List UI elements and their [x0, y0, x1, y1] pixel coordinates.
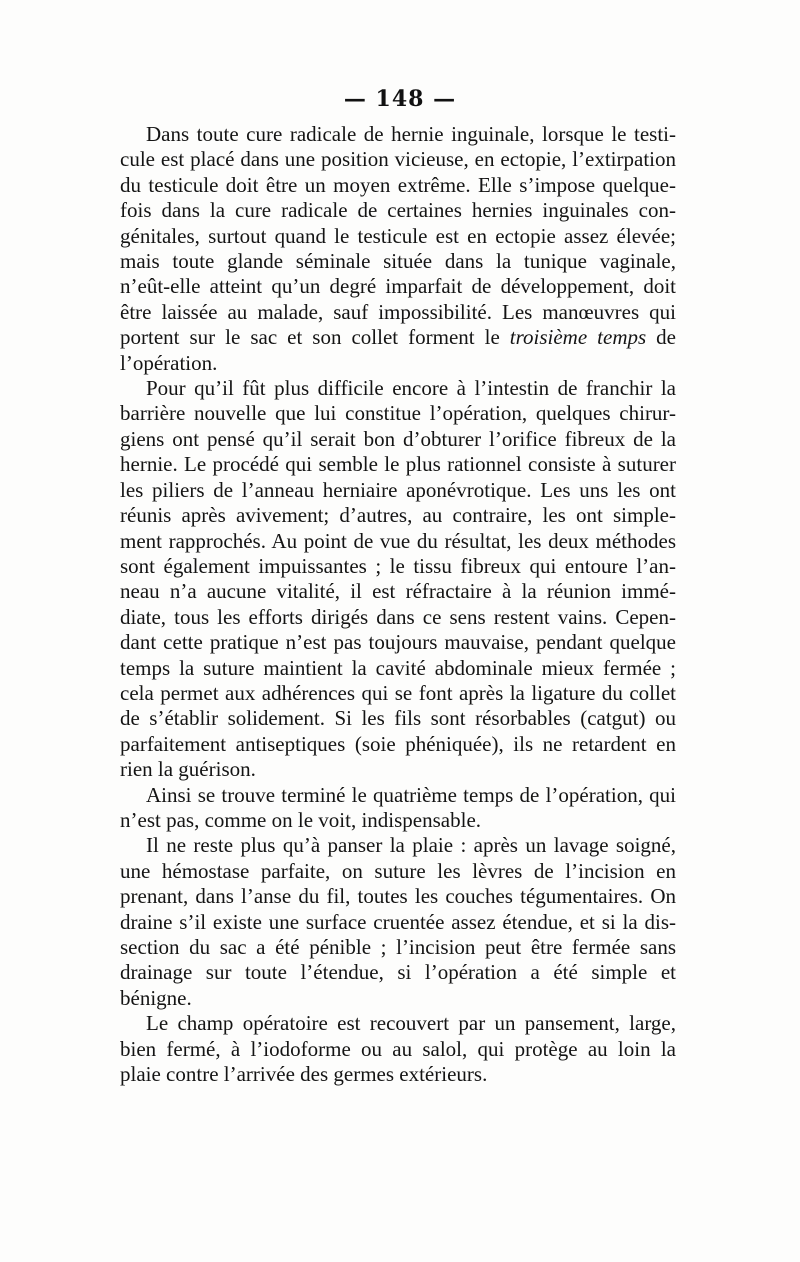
italic-phrase: troisième temps	[509, 325, 647, 350]
text-line: bénigne.	[120, 985, 192, 1010]
text-line: Le champ opératoire est recouvert par un pansement, large,	[146, 1011, 676, 1036]
text-line: drainage sur toute l’étendue, si l’opération a été simple et	[120, 960, 676, 985]
text-line: prenant, dans l’anse du fil, toutes les couches tégumentaires. On	[120, 884, 676, 909]
text-line: les piliers de l’anneau herniaire aponévrotique. Les uns les ont	[120, 477, 676, 502]
text-line: n’est pas, comme on le voit, indispensable.	[120, 807, 482, 832]
text-line: être laissée au malade, sauf impossibilité. Les manœuvres qui	[120, 299, 676, 324]
text-line: draine s’il existe une surface cruentée assez étendue, et si la dis-	[120, 909, 676, 934]
paragraph	[120, 783, 676, 834]
text-line: réunis après avivement; d’autres, au contraire, les ont simple-	[120, 503, 676, 528]
text-line: du testicule doit être un moyen extrême. Elle s’impose quelque-	[120, 172, 676, 197]
text-line: de s’établir solidement. Si les fils sont résorbables (catgut) ou	[120, 706, 676, 731]
paragraph	[120, 376, 676, 783]
text-line: parfaitement antiseptiques (soie phéniquée), ils ne retardent en	[120, 731, 676, 756]
paragraph	[120, 122, 676, 376]
text-line: hernie. Le procédé qui semble le plus rationnel consiste à suturer	[120, 452, 676, 477]
text-line: fois dans la cure radicale de certaines hernies inguinales con-	[120, 198, 676, 223]
text-segment: de	[646, 325, 676, 350]
text-line: mais toute glande séminale située dans la tunique vaginale,	[120, 249, 676, 274]
text-line: Ainsi se trouve terminé le quatrième temps de l’opération, qui	[146, 782, 676, 807]
text-line: plaie contre l’arrivée des germes extérieurs.	[120, 1062, 488, 1087]
text-line: l’opération.	[120, 350, 218, 375]
text-line: Dans toute cure radicale de hernie inguinale, lorsque le testi-	[146, 122, 676, 146]
text-segment: portent sur le sac et son collet forment le	[120, 325, 510, 350]
text-line: bien fermé, à l’iodoforme ou au salol, qui protège au loin la	[120, 1036, 676, 1061]
text-line: ment rapprochés. Au point de vue du résultat, les deux méthodes	[120, 528, 676, 553]
text-line: cule est placé dans une position vicieuse, en ectopie, l’extirpation	[120, 147, 676, 172]
text-line: giens ont pensé qu’il serait bon d’obturer l’orifice fibreux de la	[120, 426, 676, 451]
text-line: temps la suture maintient la cavité abdominale mieux fermée ;	[120, 655, 676, 680]
text-line: barrière nouvelle que lui constitue l’opération, quelques chirur-	[120, 401, 676, 426]
text-line: Pour qu’il fût plus difficile encore à l’intestin de franchir la	[146, 376, 676, 401]
text-line: section du sac a été pénible ; l’incision peut être fermée sans	[120, 935, 676, 959]
text-line: diate, tous les efforts dirigés dans ce sens restent vains. Cepen-	[120, 604, 676, 629]
text-line: génitales, surtout quand le testicule est en ectopie assez élevée;	[120, 223, 676, 248]
text-line: dant cette pratique n’est pas toujours mauvaise, pendant quelque	[120, 630, 676, 655]
text-line	[120, 325, 676, 350]
paragraph	[120, 833, 676, 1011]
text-line: Il ne reste plus qu’à panser la plaie : après un lavage soigné,	[146, 833, 676, 858]
paragraph	[120, 1011, 676, 1087]
text-line: sont également impuissantes ; le tissu fibreux qui entoure l’an-	[120, 553, 676, 578]
text-line: n’eût-elle atteint qu’un degré imparfait de développement, doit	[120, 274, 676, 299]
text-line: neau n’a aucune vitalité, il est réfractaire à la réunion immé-	[120, 579, 676, 604]
body-text	[120, 122, 676, 1087]
text-line: rien la guérison.	[120, 757, 256, 782]
page-number: — 148 —	[343, 86, 457, 112]
text-line: une hémostase parfaite, on suture les lèvres de l’incision en	[120, 858, 676, 883]
text-line: cela permet aux adhérences qui se font après la ligature du collet	[120, 680, 676, 705]
